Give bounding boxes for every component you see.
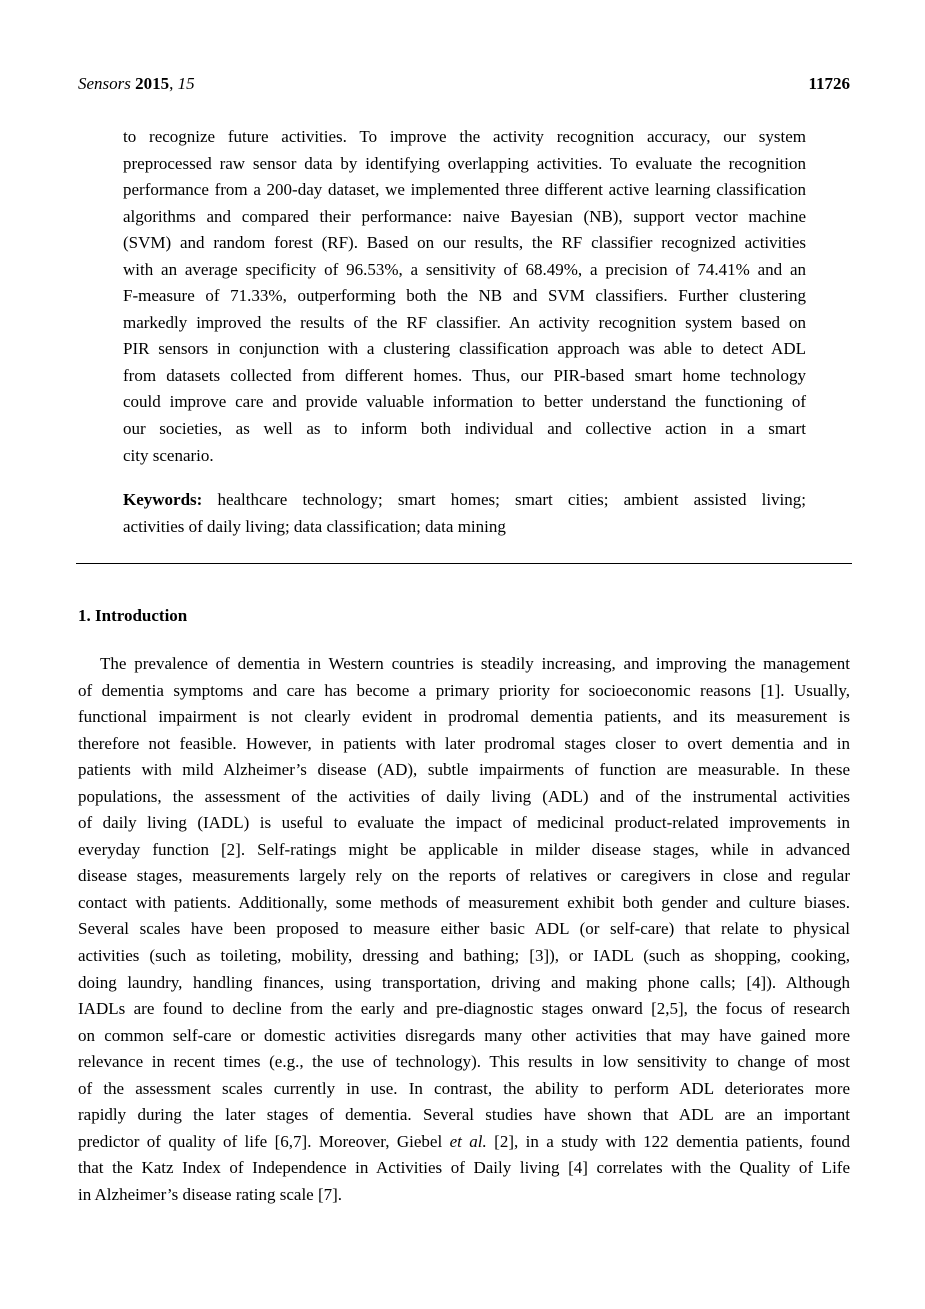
text-line: on common self-care or domestic activities disregards many other activities that may have gained more xyxy=(78,1025,850,1045)
text-line: city scenario. xyxy=(123,445,214,465)
keywords-list-2: activities of daily living; data classification; data mining xyxy=(123,516,506,536)
text-line: markedly improved the results of the RF classifier. An activity recognition system based on xyxy=(123,312,806,332)
text-line: functional impairment is not clearly evident in prodromal dementia patients, and its measurement is xyxy=(78,707,850,727)
text-line: Several scales have been proposed to measure either basic ADL (or self-care) that relate to physical xyxy=(78,919,850,939)
text-line: could improve care and provide valuable information to better understand the functioning of xyxy=(123,392,806,412)
journal-volume: 15 xyxy=(177,74,195,93)
text-line: The prevalence of dementia in Western countries is steadily increasing, and improving the management xyxy=(100,654,850,673)
section-heading: 1. Introduction xyxy=(78,606,188,625)
text-line: rapidly during the later stages of dementia. Several studies have shown that ADL are an important xyxy=(78,1105,850,1125)
text-line: doing laundry, handling finances, using transportation, driving and making phone calls; [4]). Although xyxy=(78,972,850,992)
keywords-label: Keywords: xyxy=(123,490,203,509)
text-segment: predictor of quality of life [6,7]. Moreover, Giebel xyxy=(78,1131,450,1151)
text-line: in Alzheimer’s disease rating scale [7]. xyxy=(78,1184,343,1204)
text-line: our societies, as well as to inform both individual and collective action in a smart xyxy=(123,419,806,439)
text-line: F-measure of 71.33%, outperforming both the NB and SVM classifiers. Further clustering xyxy=(123,286,806,306)
italic-text: et al. xyxy=(449,1131,487,1151)
text-line: to recognize future activities. To improve the activity recognition accuracy, our system xyxy=(123,127,806,146)
text-line: therefore not feasible. However, in patients with later prodromal stages closer to overt dementia and in xyxy=(78,733,850,753)
text-line xyxy=(78,1129,850,1156)
keywords-line xyxy=(123,514,806,541)
keywords xyxy=(123,487,806,540)
text-line: from datasets collected from different homes. Thus, our PIR-based smart home technology xyxy=(123,365,806,385)
text-line: of the assessment scales currently in use. In contrast, the ability to perform ADL deteriorates more xyxy=(78,1078,850,1098)
text-line: PIR sensors in conjunction with a clustering classification approach was able to detect ADL xyxy=(123,339,806,359)
text-line: preprocessed raw sensor data by identifying overlapping activities. To evaluate the recognition xyxy=(123,153,806,173)
text-segment: [2], in a study with 122 dementia patients, found xyxy=(486,1131,850,1151)
text-line: (SVM) and random forest (RF). Based on our results, the RF classifier recognized activities xyxy=(123,233,806,253)
running-header-journal: Sensors 2015, 15 xyxy=(78,74,195,93)
keywords-line xyxy=(123,487,806,514)
text-line: activities (such as toileting, mobility, dressing and bathing; [3]), or IADL (such as shopping, cooking, xyxy=(78,946,850,966)
text-line: with an average specificity of 96.53%, a sensitivity of 68.49%, a precision of 74.41% and an xyxy=(123,259,806,279)
section-divider xyxy=(76,563,852,564)
text-line: patients with mild Alzheimer’s disease (AD), subtle impairments of function are measurable. In these xyxy=(78,760,850,780)
page-number: 11726 xyxy=(808,74,850,93)
text-line: IADLs are found to decline from the early and pre-diagnostic stages onward [2,5], the focus of research xyxy=(78,999,850,1019)
journal-name: Sensors xyxy=(78,74,131,93)
text-line: that the Katz Index of Independence in Activities of Daily living [4] correlates with the Quality of Life xyxy=(78,1158,850,1178)
text-line: contact with patients. Additionally, some methods of measurement exhibit both gender and culture biases. xyxy=(78,892,850,912)
text-line: of daily living (IADL) is useful to evaluate the impact of medicinal product-related improvements in xyxy=(78,813,850,833)
text-line: disease stages, measurements largely rely on the reports of relatives or caregivers in close and regular xyxy=(78,866,850,886)
introduction-paragraph xyxy=(78,651,850,1208)
text-line: populations, the assessment of the activities of daily living (ADL) and of the instrumental activities xyxy=(78,786,850,806)
text-line: relevance in recent times (e.g., the use of technology). This results in low sensitivity to change of most xyxy=(78,1052,850,1072)
text-line: algorithms and compared their performance: naive Bayesian (NB), support vector machine xyxy=(123,206,806,226)
abstract-text xyxy=(123,124,806,469)
text-line: of dementia symptoms and care has become a primary priority for socioeconomic reasons [1]. Usually, xyxy=(78,680,850,700)
journal-year: 2015 xyxy=(135,74,170,93)
text-line: everyday function [2]. Self-ratings might be applicable in milder disease stages, while in advanced xyxy=(78,839,850,859)
text-line: performance from a 200-day dataset, we implemented three different active learning classification xyxy=(123,180,806,200)
keywords-list-1: healthcare technology; smart homes; smart cities; ambient assisted living; xyxy=(202,490,806,509)
